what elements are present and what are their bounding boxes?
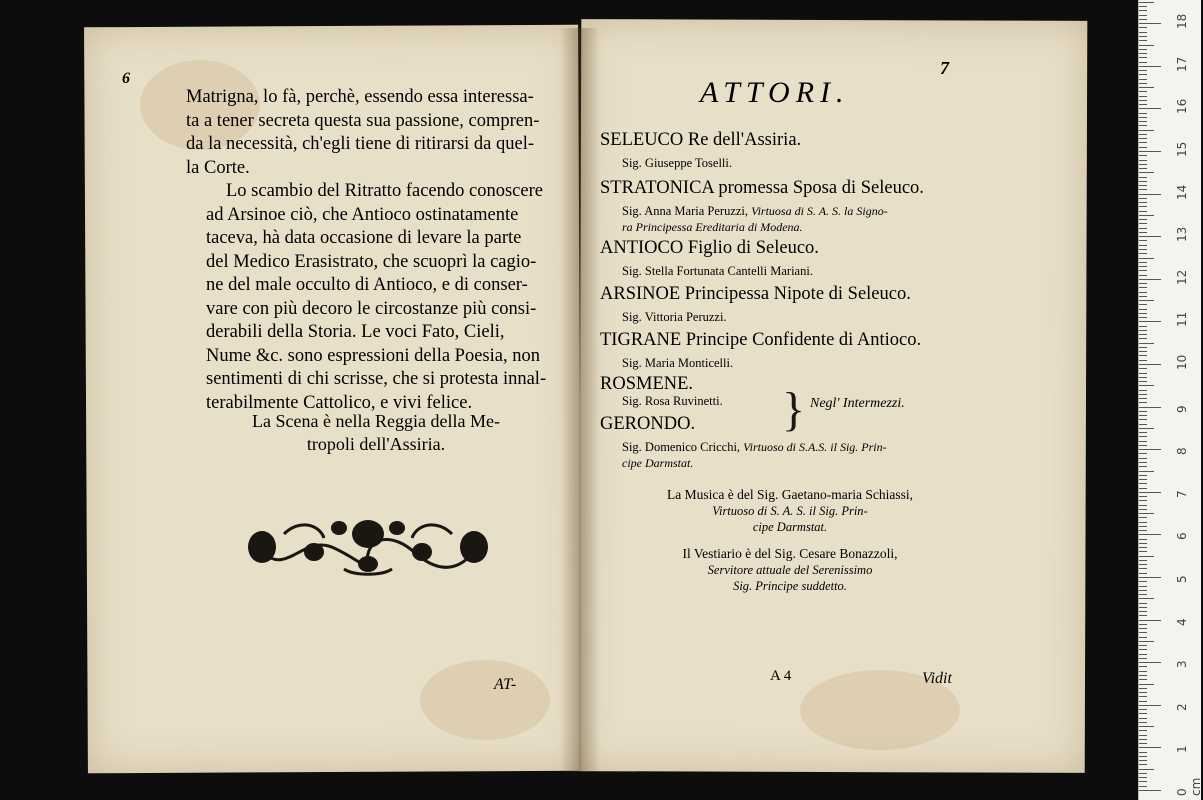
ruler-tick xyxy=(1139,223,1147,224)
ruler-tick xyxy=(1139,321,1161,322)
ruler-number: 18 xyxy=(1175,13,1189,30)
ruler-tick xyxy=(1139,701,1147,702)
ruler-tick xyxy=(1139,100,1147,101)
singer-note: ra Principessa Ereditaria di Modena. xyxy=(622,220,803,234)
ruler-tick xyxy=(1139,138,1147,139)
singer-name: Sig. Vittoria Peruzzi. xyxy=(622,310,727,324)
ruler-tick xyxy=(1139,108,1161,109)
ruler-tick xyxy=(1139,168,1147,169)
ruler-tick xyxy=(1139,266,1147,267)
ruler-tick xyxy=(1139,696,1147,697)
ruler-tick xyxy=(1139,709,1147,710)
ruler-tick xyxy=(1139,568,1147,569)
ruler-tick xyxy=(1139,236,1161,237)
ruler-tick xyxy=(1139,334,1147,335)
ruler-tick xyxy=(1139,449,1161,450)
ruler-tick xyxy=(1139,743,1147,744)
text-line: ad Arsinoe ciò, che Antioco ostinatamente xyxy=(206,204,519,225)
singer-note: Virtuosa di S. A. S. la Signo- xyxy=(751,204,888,218)
ruler-tick xyxy=(1139,155,1147,156)
ruler-tick xyxy=(1139,415,1147,416)
ruler-tick xyxy=(1139,79,1147,80)
ruler-tick xyxy=(1139,351,1147,352)
ruler-tick xyxy=(1139,368,1147,369)
ruler-tick xyxy=(1139,718,1147,719)
ruler-tick xyxy=(1139,160,1147,161)
ruler-tick xyxy=(1139,172,1154,173)
ruler-tick xyxy=(1139,45,1154,46)
ruler-tick xyxy=(1139,641,1154,642)
ruler-tick xyxy=(1139,6,1147,7)
paper-stain xyxy=(420,660,550,740)
ruler-tick xyxy=(1139,517,1147,518)
ruler-tick xyxy=(1139,764,1147,765)
right-catchword: Vidit xyxy=(922,670,952,687)
ruler-tick xyxy=(1139,232,1147,233)
ruler-tick xyxy=(1139,194,1161,195)
ruler-tick xyxy=(1139,628,1147,629)
ruler-tick xyxy=(1139,258,1154,259)
ruler-tick xyxy=(1139,441,1147,442)
ruler-tick xyxy=(1139,466,1147,467)
ruler-tick xyxy=(1139,560,1147,561)
role-name: GERONDO. xyxy=(600,414,696,434)
ruler-tick xyxy=(1139,27,1147,28)
ruler-tick xyxy=(1139,19,1147,20)
ruler-tick xyxy=(1139,679,1147,680)
ruler-tick xyxy=(1139,564,1147,565)
ruler-tick xyxy=(1139,436,1147,437)
ruler-tick xyxy=(1139,607,1147,608)
left-page-number: 6 xyxy=(122,70,130,87)
ruler-tick xyxy=(1139,262,1147,263)
ruler-tick xyxy=(1139,134,1147,135)
ruler-tick xyxy=(1139,773,1147,774)
ruler-tick xyxy=(1139,769,1154,770)
text-line: del Medico Erasistrato, che scuoprì la cagio- xyxy=(206,251,537,272)
ruler-tick xyxy=(1139,206,1147,207)
ruler-tick xyxy=(1139,125,1147,126)
ruler-tick xyxy=(1139,2,1154,3)
text-line: Lo scambio del Ritratto facendo conoscere xyxy=(226,181,543,201)
ruler-tick xyxy=(1139,49,1147,50)
text-line: sentimenti di chi scrisse, che si protesta innal- xyxy=(206,369,547,389)
ruler-tick xyxy=(1139,445,1147,446)
ruler-tick xyxy=(1139,113,1147,114)
ruler-tick xyxy=(1139,70,1147,71)
ruler-tick xyxy=(1139,522,1147,523)
ruler-tick xyxy=(1139,185,1147,186)
ruler-number: 17 xyxy=(1175,56,1189,72)
ruler-tick xyxy=(1139,390,1147,391)
ruler-tick xyxy=(1139,338,1147,339)
ruler-tick xyxy=(1139,577,1161,578)
role-name: ROSMENE. xyxy=(600,374,694,394)
ruler-tick xyxy=(1139,32,1147,33)
text-line: vare con più decoro le circostanze più consi- xyxy=(206,298,537,319)
ruler-tick xyxy=(1139,684,1154,685)
ruler-tick xyxy=(1139,279,1161,280)
curly-brace: } xyxy=(782,383,806,436)
ruler-tick xyxy=(1139,40,1147,41)
ruler-number: 4 xyxy=(1175,617,1189,626)
ruler-tick xyxy=(1139,551,1147,552)
ruler-tick xyxy=(1139,62,1147,63)
role-name: ARSINOE Principessa Nipote di Seleuco. xyxy=(600,284,911,304)
ruler-tick xyxy=(1139,662,1161,663)
ruler-tick xyxy=(1139,402,1147,403)
ruler-tick xyxy=(1139,283,1147,284)
ruler-number: 3 xyxy=(1175,660,1189,669)
ruler-tick xyxy=(1139,692,1147,693)
left-page-text xyxy=(186,86,558,415)
ruler-tick xyxy=(1139,394,1147,395)
ruler-tick xyxy=(1139,309,1147,310)
ruler-tick xyxy=(1139,462,1147,463)
ruler-tick xyxy=(1139,189,1147,190)
ruler-tick xyxy=(1139,666,1147,667)
text-line: Nume &c. sono espressioni della Poesia, non xyxy=(206,345,540,366)
ruler-tick xyxy=(1139,211,1147,212)
singer-line xyxy=(622,204,888,219)
ruler-tick xyxy=(1139,304,1147,305)
ruler-tick xyxy=(1139,10,1147,11)
paragraph-2 xyxy=(186,180,558,415)
text-line: la Corte. xyxy=(186,157,250,178)
ruler-tick xyxy=(1139,488,1147,489)
ruler-tick xyxy=(1139,249,1147,250)
ruler-tick xyxy=(1139,658,1147,659)
ruler-tick xyxy=(1139,581,1147,582)
ruler-tick xyxy=(1139,245,1147,246)
ruler-tick xyxy=(1139,326,1147,327)
ruler-tick xyxy=(1139,722,1147,723)
ruler-tick xyxy=(1139,526,1147,527)
ruler-tick xyxy=(1139,603,1147,604)
ruler-tick xyxy=(1139,364,1161,365)
ruler-tick xyxy=(1139,513,1154,514)
ruler-tick xyxy=(1139,398,1147,399)
ruler-tick xyxy=(1139,202,1147,203)
ruler-tick xyxy=(1139,645,1147,646)
ruler-number: 11 xyxy=(1175,312,1189,328)
ruler-tick xyxy=(1139,411,1147,412)
role-name: TIGRANE Principe Confidente di Antioco. xyxy=(600,330,922,350)
ruler-tick xyxy=(1139,739,1147,740)
ruler-tick xyxy=(1139,419,1147,420)
ruler-number: 13 xyxy=(1175,226,1189,243)
ruler-tick xyxy=(1139,381,1147,382)
ruler-tick xyxy=(1139,53,1147,54)
ruler-tick xyxy=(1139,275,1147,276)
ruler-number: 8 xyxy=(1175,447,1189,456)
ruler-tick xyxy=(1139,219,1147,220)
ruler-tick xyxy=(1139,500,1147,501)
ruler-tick xyxy=(1139,752,1147,753)
text-line: taceva, hà data occasione di levare la parte xyxy=(206,228,522,248)
ruler-tick xyxy=(1139,590,1147,591)
ruler-tick xyxy=(1139,586,1147,587)
ruler-tick xyxy=(1139,355,1147,356)
ruler-tick xyxy=(1139,330,1147,331)
credit-line: Sig. Principe suddetto. xyxy=(733,579,847,593)
ruler-tick xyxy=(1139,735,1147,736)
singer-name: Sig. Anna Maria Peruzzi, xyxy=(622,204,749,218)
role-name: SELEUCO Re dell'Assiria. xyxy=(600,130,802,150)
ruler-number: 1 xyxy=(1175,745,1189,754)
ruler-tick xyxy=(1139,36,1147,37)
ruler-tick xyxy=(1139,483,1147,484)
ruler-tick xyxy=(1139,96,1147,97)
ruler-tick xyxy=(1139,777,1147,778)
singer-note: cipe Darmstat. xyxy=(622,456,694,470)
ruler-tick xyxy=(1139,726,1154,727)
ruler-tick xyxy=(1139,505,1147,506)
ruler-number: 9 xyxy=(1175,404,1189,413)
ruler-tick xyxy=(1139,428,1154,429)
cast-entry xyxy=(600,374,693,395)
ruler-tick xyxy=(1139,23,1161,24)
ruler-tick xyxy=(1139,479,1147,480)
ruler-tick xyxy=(1139,164,1147,165)
cast-entry xyxy=(600,330,921,351)
singer-note-line xyxy=(622,220,803,235)
ruler-tick xyxy=(1139,530,1147,531)
singer-name: Sig. Domenico Cricchi, xyxy=(622,440,741,454)
singer-name: Sig. Rosa Ruvinetti. xyxy=(622,394,723,408)
ruler-tick xyxy=(1139,313,1147,314)
ruler-tick xyxy=(1139,534,1161,535)
ruler-tick xyxy=(1139,675,1147,676)
ruler-tick xyxy=(1139,654,1147,655)
role-name: STRATONICA promessa Sposa di Seleuco. xyxy=(600,178,924,198)
ruler-tick xyxy=(1139,453,1147,454)
ruler-tick xyxy=(1139,624,1147,625)
credit-line: cipe Darmstat. xyxy=(752,520,828,534)
ruler-tick xyxy=(1139,471,1154,472)
singer-line xyxy=(622,440,887,455)
singer-note-line xyxy=(622,456,693,471)
ruler-number: 10 xyxy=(1175,354,1189,370)
ruler-number: 2 xyxy=(1175,703,1189,711)
credit-line: Servitore attuale del Serenissimo xyxy=(707,563,873,577)
ruler-tick xyxy=(1139,151,1161,152)
cast-entry xyxy=(600,284,911,305)
ruler-tick xyxy=(1139,74,1147,75)
scene-line: tropoli dell'Assiria. xyxy=(306,434,446,454)
ruler-tick xyxy=(1139,15,1147,16)
ruler-tick xyxy=(1139,539,1147,540)
ruler-tick xyxy=(1139,57,1147,58)
ruler-tick xyxy=(1139,104,1147,105)
ruler-tick xyxy=(1139,130,1154,131)
ruler-tick xyxy=(1139,730,1147,731)
book-gutter xyxy=(560,28,600,772)
ruler-tick xyxy=(1139,360,1147,361)
ruler-tick xyxy=(1139,300,1154,301)
text-line: Matrigna, lo fà, perchè, essendo essa interessa- xyxy=(186,87,534,107)
ruler-tick xyxy=(1139,594,1147,595)
ruler-tick xyxy=(1139,347,1147,348)
ruler-tick xyxy=(1139,615,1147,616)
ruler-tick xyxy=(1139,373,1147,374)
ruler-tick xyxy=(1139,317,1147,318)
text-line: ta a tener secreta questa sua passione, compren- xyxy=(186,110,540,131)
singer-name: Sig. Stella Fortunata Cantelli Mariani. xyxy=(622,264,813,278)
text-line: derabili della Storia. Le voci Fato, Cieli, xyxy=(206,322,505,342)
ruler-tick xyxy=(1139,786,1147,787)
ruler-tick xyxy=(1139,509,1147,510)
ruler-tick xyxy=(1139,142,1147,143)
ruler-tick xyxy=(1139,556,1154,557)
cast-entry xyxy=(600,238,819,259)
ruler-tick xyxy=(1139,713,1147,714)
ruler-tick xyxy=(1139,649,1147,650)
ruler-tick xyxy=(1139,458,1147,459)
ruler-number: 15 xyxy=(1175,141,1189,157)
ruler-number: 5 xyxy=(1175,575,1189,583)
ruler-tick xyxy=(1139,760,1147,761)
ruler-tick xyxy=(1139,91,1147,92)
ruler-tick xyxy=(1139,240,1147,241)
role-name: ANTIOCO Figlio di Seleuco. xyxy=(600,238,819,258)
ruler-tick xyxy=(1139,424,1147,425)
ruler-tick xyxy=(1139,385,1154,386)
ruler-tick xyxy=(1139,790,1161,791)
costume-credit xyxy=(640,546,940,594)
ruler-tick xyxy=(1139,573,1147,574)
ruler-tick xyxy=(1139,177,1147,178)
text-line: da la necessità, ch'egli tiene di ritirarsi da quel- xyxy=(186,134,535,154)
ruler-tick xyxy=(1139,253,1147,254)
ruler-tick xyxy=(1139,87,1154,88)
ruler-tick xyxy=(1139,121,1147,122)
scene-note xyxy=(226,410,526,456)
ruler-tick xyxy=(1139,705,1161,706)
ruler-tick xyxy=(1139,632,1147,633)
ruler-tick xyxy=(1139,181,1147,182)
ruler-tick xyxy=(1139,756,1147,757)
ruler-tick xyxy=(1139,547,1147,548)
music-credit xyxy=(640,487,940,535)
ruler-tick xyxy=(1139,117,1147,118)
ruler-number: 0 cm xyxy=(1175,777,1203,796)
ruler-tick xyxy=(1139,407,1161,408)
singer-name: Sig. Giuseppe Toselli. xyxy=(622,156,733,170)
ruler-tick xyxy=(1139,228,1147,229)
signature-mark: A 4 xyxy=(770,668,792,684)
ruler-tick xyxy=(1139,292,1147,293)
left-catchword: AT- xyxy=(494,676,517,693)
ruler-tick xyxy=(1139,598,1154,599)
credit-line: La Musica è del Sig. Gaetano-maria Schiassi, xyxy=(667,487,913,502)
ruler-number: 16 xyxy=(1175,99,1189,115)
ruler-tick xyxy=(1139,475,1147,476)
ruler-tick xyxy=(1139,147,1147,148)
measuring-ruler xyxy=(1138,0,1201,800)
scene-line: La Scena è nella Reggia della Me- xyxy=(252,411,500,431)
ruler-tick xyxy=(1139,543,1147,544)
ruler-tick xyxy=(1139,637,1147,638)
cast-entry xyxy=(600,130,801,151)
cast-entry xyxy=(600,178,924,199)
credit-line: Virtuoso di S. A. S. il Sig. Prin- xyxy=(712,504,868,518)
ruler-number: 7 xyxy=(1175,490,1189,498)
ruler-tick xyxy=(1139,215,1154,216)
singer-note: Virtuoso di S.A.S. il Sig. Prin- xyxy=(743,440,887,454)
ruler-tick xyxy=(1139,343,1154,344)
ruler-tick xyxy=(1139,747,1161,748)
ruler-tick xyxy=(1139,688,1147,689)
ruler-tick xyxy=(1139,66,1161,67)
ruler-number: 12 xyxy=(1175,269,1189,285)
ruler-tick xyxy=(1139,83,1147,84)
ruler-tick xyxy=(1139,496,1147,497)
floral-ornament xyxy=(244,514,492,580)
ruler-number: 6 xyxy=(1175,532,1189,541)
ruler-tick xyxy=(1139,620,1161,621)
cast-title: ATTORI. xyxy=(700,76,850,109)
ruler-tick xyxy=(1139,198,1147,199)
ruler-tick xyxy=(1139,377,1147,378)
ruler-tick xyxy=(1139,287,1147,288)
credit-line: Il Vestiario è del Sig. Cesare Bonazzoli, xyxy=(682,546,898,561)
ruler-tick xyxy=(1139,296,1147,297)
ruler-tick xyxy=(1139,671,1147,672)
ruler-tick xyxy=(1139,270,1147,271)
right-page-number: 7 xyxy=(940,58,949,78)
ruler-tick xyxy=(1139,432,1147,433)
text-line: ne del male occulto di Antioco, e di conser- xyxy=(206,275,528,295)
paragraph-1 xyxy=(186,86,558,180)
cast-entry xyxy=(600,414,695,435)
ruler-number: 14 xyxy=(1175,184,1189,200)
ruler-tick xyxy=(1139,492,1161,493)
ruler-tick xyxy=(1139,781,1147,782)
text-line: terabilmente Cattolico, e vivi felice. xyxy=(206,392,473,413)
singer-name: Sig. Maria Monticelli. xyxy=(622,356,734,370)
intermezzi-label: Negl' Intermezzi. xyxy=(810,396,905,411)
ruler-tick xyxy=(1139,611,1147,612)
